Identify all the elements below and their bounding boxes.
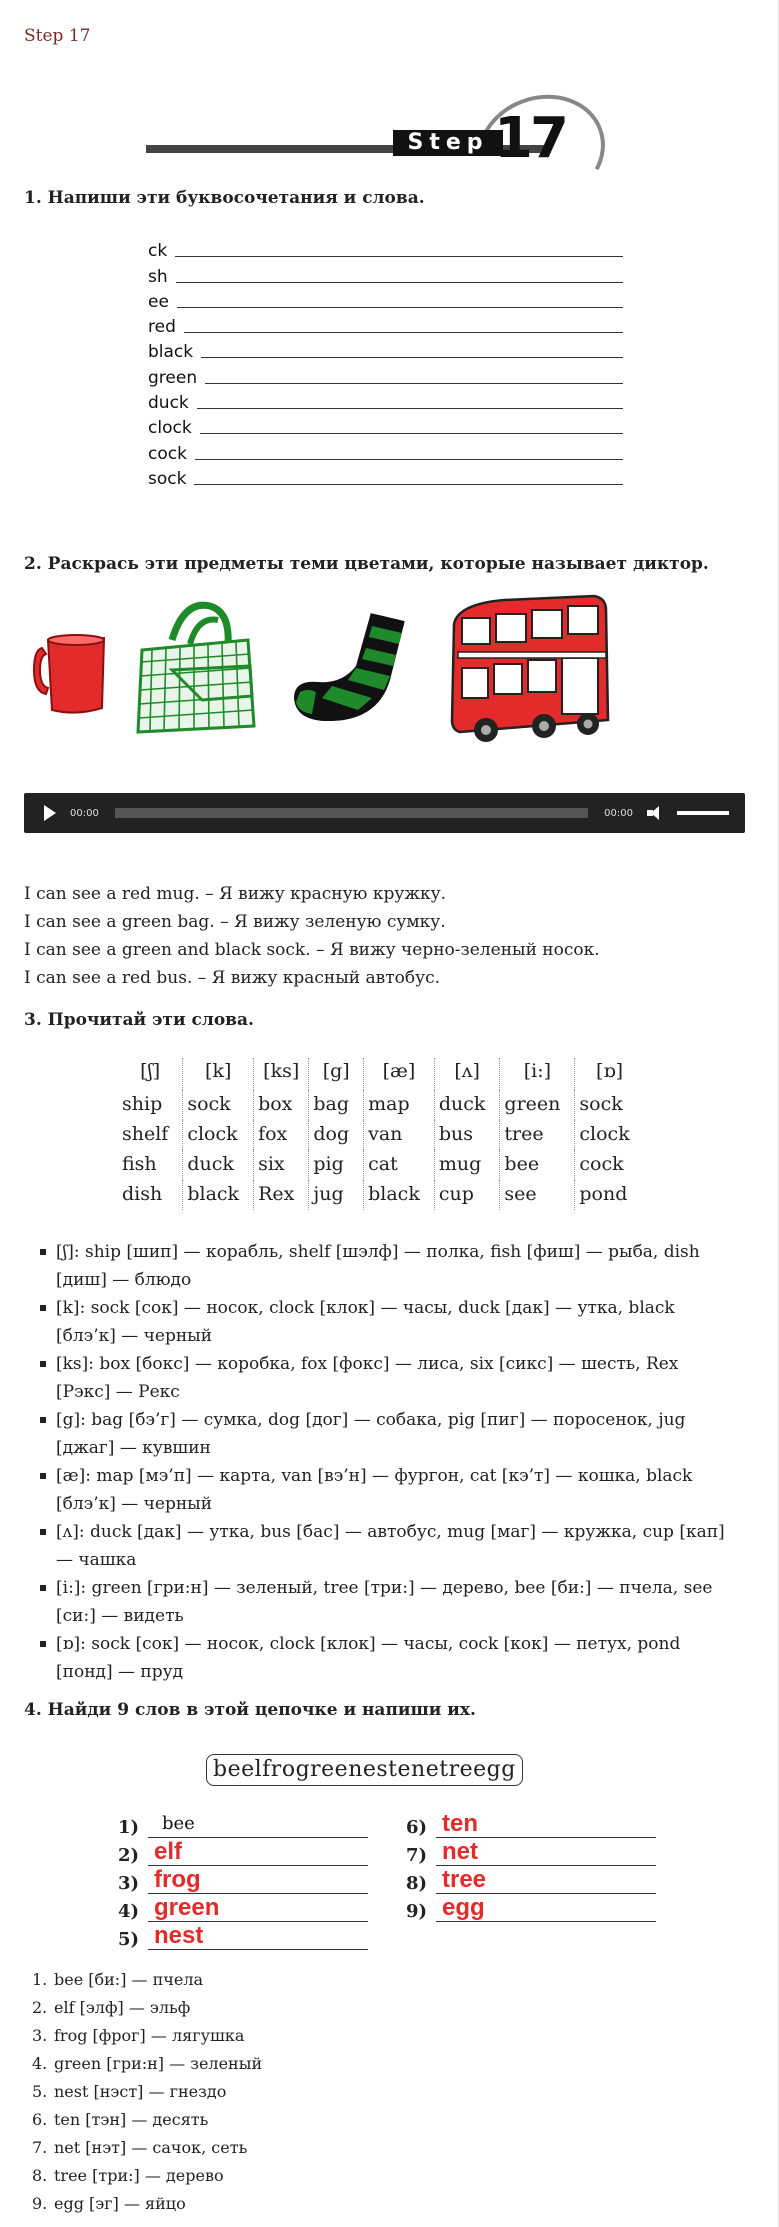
sound-header: [ʌ] xyxy=(434,1058,500,1090)
phonics-word: see xyxy=(499,1180,574,1210)
list-item: [k]: sock [сок] — носок, clock [клок] — часы, duck [дак] — утка, black [блэ’к] — черный xyxy=(56,1294,736,1350)
phonics-word: black xyxy=(182,1180,253,1210)
writing-word: duck xyxy=(148,393,189,414)
task3-heading: 3. Прочитай эти слова. xyxy=(24,1010,254,1030)
sentence: I can see a green bag. – Я вижу зеленую сумку. xyxy=(24,912,446,932)
answer-word[interactable]: elf xyxy=(148,1839,368,1866)
answer-line xyxy=(406,1838,656,1866)
answer-number: 7) xyxy=(406,1845,428,1866)
phonics-row xyxy=(118,1150,644,1180)
list-item: 3. frog [фрог] — лягушка xyxy=(32,2026,245,2045)
sound-header: [k] xyxy=(182,1058,253,1090)
phonics-word: mug xyxy=(434,1150,500,1180)
sound-header: [i:] xyxy=(499,1058,574,1090)
phonics-word: duck xyxy=(182,1150,253,1180)
translation-text: net [нэт] — сачок, сеть xyxy=(54,2138,248,2157)
audio-player xyxy=(24,793,745,833)
answer-line xyxy=(118,1838,368,1866)
writing-word: ck xyxy=(148,241,168,262)
writing-lines xyxy=(148,236,623,489)
answer-number: 4) xyxy=(118,1901,140,1922)
audio-current-time: 00:00 xyxy=(70,807,99,819)
task1-heading: 1. Напиши эти буквосочетания и слова. xyxy=(24,188,425,208)
writing-word: sh xyxy=(148,266,168,287)
sentence: I can see a red bus. – Я вижу красный автобус. xyxy=(24,968,441,988)
list-item: [ʃ]: ship [шип] — корабль, shelf [шэлф] — полка, fish [фиш] — рыба, dish [диш] — блюдо xyxy=(56,1238,736,1294)
task4-heading: 4. Найди 9 слов в этой цепочке и напиши их. xyxy=(24,1700,476,1720)
answer-word[interactable]: egg xyxy=(436,1895,656,1922)
phonics-word: box xyxy=(253,1090,308,1120)
sentence: I can see a red mug. – Я вижу красную кружку. xyxy=(24,884,447,904)
writing-row xyxy=(148,261,623,286)
writing-line[interactable] xyxy=(197,408,623,409)
writing-line[interactable] xyxy=(201,357,623,358)
play-icon[interactable] xyxy=(44,805,56,821)
list-item: [i:]: green [гри:н] — зеленый, tree [три:] — дерево, bee [би:] — пчела, see [си:] — видеть xyxy=(56,1574,736,1630)
phonics-word: sock xyxy=(182,1090,253,1120)
answer-number: 2) xyxy=(118,1845,140,1866)
phonics-row xyxy=(118,1120,644,1150)
phonics-word: bag xyxy=(308,1090,363,1120)
answer-line xyxy=(118,1866,368,1894)
bag-icon xyxy=(132,600,262,740)
phonics-table xyxy=(118,1058,644,1210)
list-item: 4. green [гри:н] — зеленый xyxy=(32,2054,263,2073)
list-item: 9. egg [эг] — яйцо xyxy=(32,2194,186,2213)
writing-word: clock xyxy=(148,418,192,439)
translation-text: tree [три:] — дерево xyxy=(54,2166,224,2185)
bus-icon xyxy=(444,590,614,750)
writing-word: black xyxy=(148,342,194,363)
list-item: [g]: bag [бэ’г] — сумка, dog [дог] — собака, pig [пиг] — поросенок, jug [джаг] — кувшин xyxy=(56,1406,736,1462)
writing-word: green xyxy=(148,367,198,388)
phonics-word: bee xyxy=(499,1150,574,1180)
sound-header: [ʃ] xyxy=(140,1060,161,1082)
list-item: 2. elf [элф] — эльф xyxy=(32,1998,191,2017)
translation-text: ten [тэн] — десять xyxy=(54,2110,209,2129)
phonics-word: tree xyxy=(499,1120,574,1150)
phonics-word: map xyxy=(363,1090,434,1120)
phonics-word: clock xyxy=(574,1120,643,1150)
list-item: 7. net [нэт] — сачок, сеть xyxy=(32,2138,248,2157)
answer-lines xyxy=(118,1810,658,1950)
phonics-word: duck xyxy=(434,1090,500,1120)
sock-icon xyxy=(286,610,426,730)
writing-line[interactable] xyxy=(205,383,623,384)
phonics-row xyxy=(118,1090,644,1120)
answer-line xyxy=(118,1922,368,1950)
answer-line xyxy=(406,1894,656,1922)
phonics-word: green xyxy=(499,1090,574,1120)
list-item: [ʌ]: duck [дак] — утка, bus [бас] — автобус, mug [маг] — кружка, cup [кап] — чашка xyxy=(56,1518,736,1574)
writing-row xyxy=(148,287,623,312)
writing-word: cock xyxy=(148,443,187,464)
answer-number: 6) xyxy=(406,1817,428,1838)
list-item: 5. nest [нэст] — гнездо xyxy=(32,2082,227,2101)
translation-text: egg [эг] — яйцо xyxy=(54,2194,186,2213)
answer-number: 3) xyxy=(118,1873,140,1894)
answer-line xyxy=(406,1866,656,1894)
audio-total-time: 00:00 xyxy=(604,807,633,819)
answer-line xyxy=(118,1894,368,1922)
writing-line[interactable] xyxy=(177,307,623,308)
volume-icon[interactable] xyxy=(647,805,665,821)
phonics-word: cup xyxy=(434,1180,500,1210)
phonics-word: dog xyxy=(308,1120,363,1150)
list-item: 6. ten [тэн] — десять xyxy=(32,2110,209,2129)
translation-text: bee [би:] — пчела xyxy=(54,1970,204,1989)
list-item: [æ]: map [мэ’п] — карта, van [вэ’н] — фургон, cat [кэ’т] — кошка, black [блэ’к] — черный xyxy=(56,1462,736,1518)
answer-number: 9) xyxy=(406,1901,428,1922)
sentence: I can see a green and black sock. – Я вижу черно-зеленый носок. xyxy=(24,940,600,960)
phonics-word: cat xyxy=(363,1150,434,1180)
sound-header: [g] xyxy=(308,1058,363,1090)
phonics-word: pond xyxy=(574,1180,643,1210)
list-item: 1. bee [би:] — пчела xyxy=(32,1970,204,1989)
writing-word: ee xyxy=(148,291,169,312)
writing-row xyxy=(148,413,623,438)
volume-slider[interactable] xyxy=(677,811,729,815)
writing-word: sock xyxy=(148,468,187,489)
translation-text: nest [нэст] — гнездо xyxy=(54,2082,227,2101)
answer-number: 8) xyxy=(406,1873,428,1894)
list-item: 8. tree [три:] — дерево xyxy=(32,2166,224,2185)
sound-header: [ɒ] xyxy=(574,1058,643,1090)
answer-number: 5) xyxy=(118,1929,140,1950)
phonics-explanations xyxy=(56,1238,736,1686)
phonics-word: sock xyxy=(574,1090,643,1120)
phonics-word: six xyxy=(253,1150,308,1180)
phonics-word: jug xyxy=(308,1180,363,1210)
writing-row xyxy=(148,312,623,337)
mug-icon xyxy=(28,630,112,720)
answer-line xyxy=(118,1810,368,1838)
listening-sentences xyxy=(24,880,600,992)
writing-row xyxy=(148,337,623,362)
page-title: Step 17 xyxy=(24,26,91,46)
writing-word: red xyxy=(148,317,176,338)
writing-row xyxy=(148,388,623,413)
phonics-word: fish xyxy=(122,1153,157,1175)
phonics-row xyxy=(118,1180,644,1210)
answer-word[interactable]: frog xyxy=(148,1867,368,1894)
banner-number: 17 xyxy=(494,106,566,171)
writing-line[interactable] xyxy=(175,256,623,257)
pictures-row xyxy=(24,600,764,760)
translations-list xyxy=(32,1966,262,2218)
writing-row xyxy=(148,464,623,489)
writing-line[interactable] xyxy=(200,433,623,434)
phonics-word: clock xyxy=(182,1120,253,1150)
answer-word[interactable]: ten xyxy=(436,1811,656,1838)
answer-word[interactable]: net xyxy=(436,1839,656,1866)
phonics-word: ship xyxy=(122,1093,163,1115)
writing-line[interactable] xyxy=(195,459,623,460)
phonics-word: fox xyxy=(253,1120,308,1150)
phonics-word: pig xyxy=(308,1150,363,1180)
translation-text: elf [элф] — эльф xyxy=(54,1998,191,2017)
answer-word[interactable]: green xyxy=(148,1895,368,1922)
phonics-header-row xyxy=(118,1058,644,1090)
writing-row xyxy=(148,362,623,387)
banner-word: Step xyxy=(393,130,503,156)
writing-line[interactable] xyxy=(194,484,623,485)
translation-text: frog [фрог] — лягушка xyxy=(54,2026,245,2045)
writing-row xyxy=(148,236,623,261)
audio-seek-bar[interactable] xyxy=(115,808,588,818)
phonics-word: shelf xyxy=(122,1123,169,1145)
phonics-word: bus xyxy=(434,1120,500,1150)
writing-row xyxy=(148,438,623,463)
answer-word[interactable]: bee xyxy=(148,1811,368,1838)
sound-header: [æ] xyxy=(363,1058,434,1090)
step-banner xyxy=(146,96,624,171)
writing-line[interactable] xyxy=(184,332,623,333)
answer-word[interactable]: nest xyxy=(148,1923,368,1950)
answer-line xyxy=(406,1810,656,1838)
answer-word[interactable]: tree xyxy=(436,1867,656,1894)
writing-line[interactable] xyxy=(176,282,623,283)
answer-number: 1) xyxy=(118,1817,140,1838)
sound-header: [ks] xyxy=(253,1058,308,1090)
translation-text: green [гри:н] — зеленый xyxy=(54,2054,263,2073)
phonics-word: van xyxy=(363,1120,434,1150)
task2-heading: 2. Раскрась эти предметы теми цветами, которые называет диктор. xyxy=(24,554,709,574)
list-item: [ks]: box [бокс] — коробка, fox [фокс] — лиса, six [сикс] — шесть, Rex [Рэкс] — Рекс xyxy=(56,1350,736,1406)
list-item: [ɒ]: sock [сок] — носок, clock [клок] — часы, cock [кок] — петух, pond [понд] — пруд xyxy=(56,1630,736,1686)
phonics-word: Rex xyxy=(253,1180,308,1210)
phonics-word: dish xyxy=(122,1183,163,1205)
letter-chain: beelfrogreenestenetreegg xyxy=(206,1754,523,1786)
phonics-word: black xyxy=(363,1180,434,1210)
phonics-word: cock xyxy=(574,1150,643,1180)
